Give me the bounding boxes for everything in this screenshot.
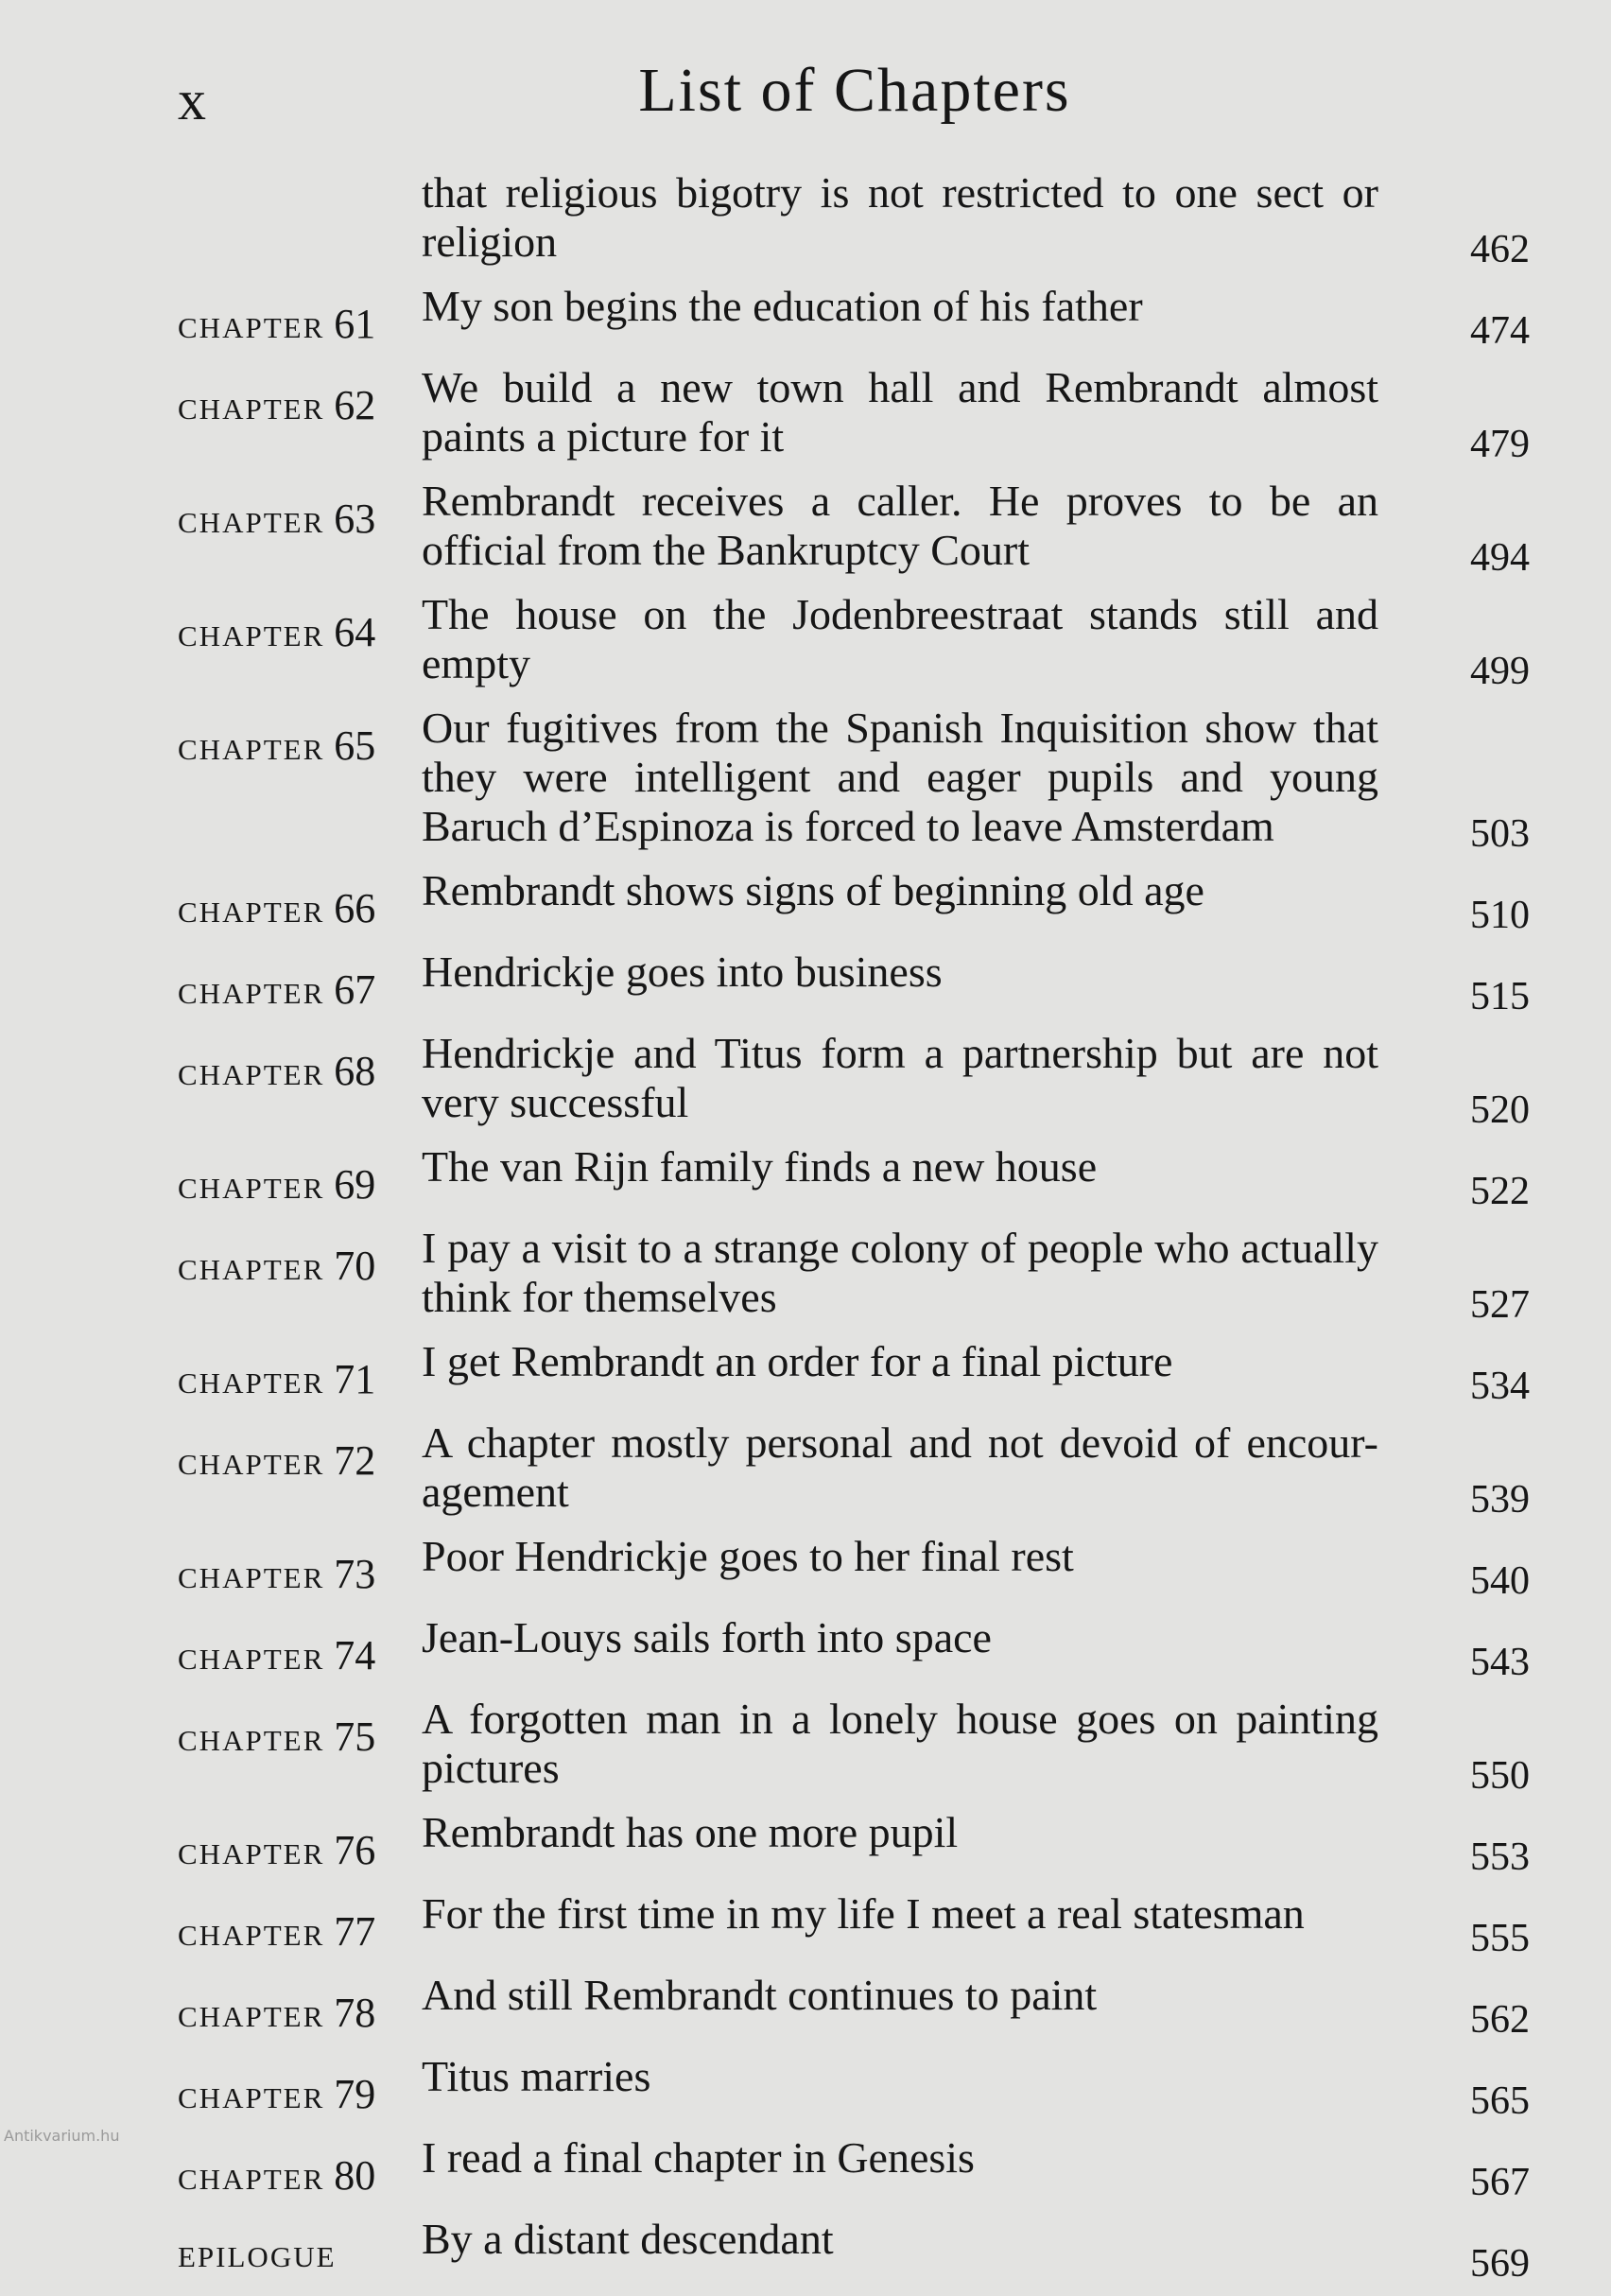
chapter-title: We build a new town hall and Rembrandt almost paints a picture for it — [422, 363, 1378, 461]
chapter-title: Titus marries — [422, 2052, 651, 2100]
toc-entry — [178, 477, 1530, 580]
chapter-title: I read a final chapter in Genesis — [422, 2133, 975, 2182]
toc-entry — [178, 1224, 1530, 1327]
page-ref: 553 — [1470, 1835, 1530, 1879]
chapter-label: CHAPTER 70 — [178, 1243, 376, 1289]
chapter-label: CHAPTER 68 — [178, 1048, 376, 1094]
chapter-label: CHAPTER 74 — [178, 1632, 376, 1679]
watermark: Antikvarium.hu — [4, 2127, 120, 2145]
toc-entry — [178, 1613, 1530, 1684]
chapter-title: I get Rembrandt an order for a final picture — [422, 1337, 1173, 1385]
page-ref: 522 — [1470, 1170, 1530, 1213]
toc-entry — [178, 168, 1530, 271]
chapter-title: A chapter mostly personal and not devoid of encour-agement — [422, 1418, 1378, 1516]
toc-entry — [178, 1029, 1530, 1132]
chapter-label: CHAPTER 71 — [178, 1356, 376, 1402]
toc-entry — [178, 1337, 1530, 1408]
chapter-title: The house on the Jodenbreestraat stands still and empty — [422, 590, 1378, 687]
chapter-title: The van Rijn family finds a new house — [422, 1142, 1098, 1191]
chapter-label: CHAPTER 62 — [178, 382, 376, 428]
chapter-title: Rembrandt shows signs of beginning old age — [422, 866, 1204, 914]
chapter-title: For the first time in my life I meet a real statesman — [422, 1889, 1305, 1938]
chapter-label: CHAPTER 80 — [178, 2152, 376, 2199]
toc-entry — [178, 1889, 1530, 1960]
chapter-label: EPILOGUE — [178, 2240, 337, 2273]
chapter-label: CHAPTER 76 — [178, 1827, 376, 1873]
chapter-label: CHAPTER 69 — [178, 1161, 376, 1208]
chapter-label: CHAPTER 73 — [178, 1551, 376, 1597]
page-ref: 462 — [1470, 228, 1530, 271]
toc-entry — [178, 1808, 1530, 1879]
chapter-title: I pay a visit to a strange colony of people who actually think for themselves — [422, 1224, 1378, 1321]
chapter-list — [178, 168, 1530, 2296]
toc-entry — [178, 2133, 1530, 2204]
chapter-label: CHAPTER 61 — [178, 301, 376, 347]
toc-entry — [178, 1532, 1530, 1603]
page-ref: 543 — [1470, 1641, 1530, 1684]
chapter-label: CHAPTER 63 — [178, 496, 376, 542]
toc-entry — [178, 948, 1530, 1018]
chapter-title: Hendrickje and Titus form a partnership but are not very successful — [422, 1029, 1378, 1126]
toc-entry — [178, 704, 1530, 856]
chapter-label: CHAPTER 66 — [178, 885, 376, 931]
page-ref: 540 — [1470, 1559, 1530, 1603]
page-ref: 499 — [1470, 650, 1530, 693]
page-ref: 555 — [1470, 1917, 1530, 1960]
chapter-label: CHAPTER 64 — [178, 609, 376, 655]
chapter-label: CHAPTER 77 — [178, 1908, 376, 1955]
chapter-title: Rembrandt has one more pupil — [422, 1808, 959, 1856]
page-ref: 550 — [1470, 1754, 1530, 1798]
chapter-label: CHAPTER 67 — [178, 966, 376, 1013]
chapter-title: that religious bigotry is not restricted to one sect or religion — [422, 168, 1378, 266]
chapter-title: And still Rembrandt continues to paint — [422, 1971, 1098, 2019]
chapter-title: Poor Hendrickje goes to her final rest — [422, 1532, 1074, 1580]
chapter-title: Hendrickje goes into business — [422, 948, 943, 996]
toc-entry — [178, 1142, 1530, 1213]
toc-entry — [178, 1418, 1530, 1522]
chapter-title: Our fugitives from the Spanish Inquisition show that they were intelligent and eager pupils and young Baruch d’Espinoza is forced to leave Amsterdam — [422, 704, 1378, 850]
chapter-label: CHAPTER 79 — [178, 2071, 376, 2117]
toc-entry — [178, 866, 1530, 937]
chapter-label: CHAPTER 75 — [178, 1713, 376, 1760]
chapter-title: By a distant descendant — [422, 2215, 834, 2263]
toc-entry — [178, 282, 1530, 353]
page-ref: 494 — [1470, 536, 1530, 580]
page-ref: 539 — [1470, 1478, 1530, 1522]
chapter-title: Rembrandt receives a caller. He proves to be an official from the Bankruptcy Court — [422, 477, 1378, 574]
chapter-label: CHAPTER 72 — [178, 1437, 376, 1484]
chapter-label: CHAPTER 65 — [178, 722, 376, 769]
toc-entry — [178, 363, 1530, 466]
toc-entry — [178, 590, 1530, 693]
chapter-title: My son begins the education of his father — [422, 282, 1143, 330]
page-ref: 510 — [1470, 894, 1530, 937]
toc-entry — [178, 2215, 1530, 2286]
page-ref: 534 — [1470, 1365, 1530, 1408]
chapter-label: CHAPTER 78 — [178, 1990, 376, 2036]
page-ref: 474 — [1470, 309, 1530, 353]
page-ref: 479 — [1470, 423, 1530, 466]
page-ref: 565 — [1470, 2079, 1530, 2123]
chapter-label — [178, 168, 422, 235]
page-ref: 515 — [1470, 975, 1530, 1018]
page-title: List of Chapters — [638, 56, 1071, 125]
page-number: x — [178, 69, 207, 131]
page-ref: 569 — [1470, 2242, 1530, 2286]
chapter-title: A forgotten man in a lonely house goes on painting pictures — [422, 1695, 1378, 1792]
chapter-title: Jean-Louys sails forth into space — [422, 1613, 992, 1661]
page-ref: 562 — [1470, 1998, 1530, 2042]
page-ref: 520 — [1470, 1088, 1530, 1132]
page-ref: 567 — [1470, 2161, 1530, 2204]
page-ref: 527 — [1470, 1283, 1530, 1327]
page-ref: 503 — [1470, 812, 1530, 856]
toc-entry — [178, 1695, 1530, 1798]
toc-entry — [178, 1971, 1530, 2042]
toc-entry — [178, 2052, 1530, 2123]
